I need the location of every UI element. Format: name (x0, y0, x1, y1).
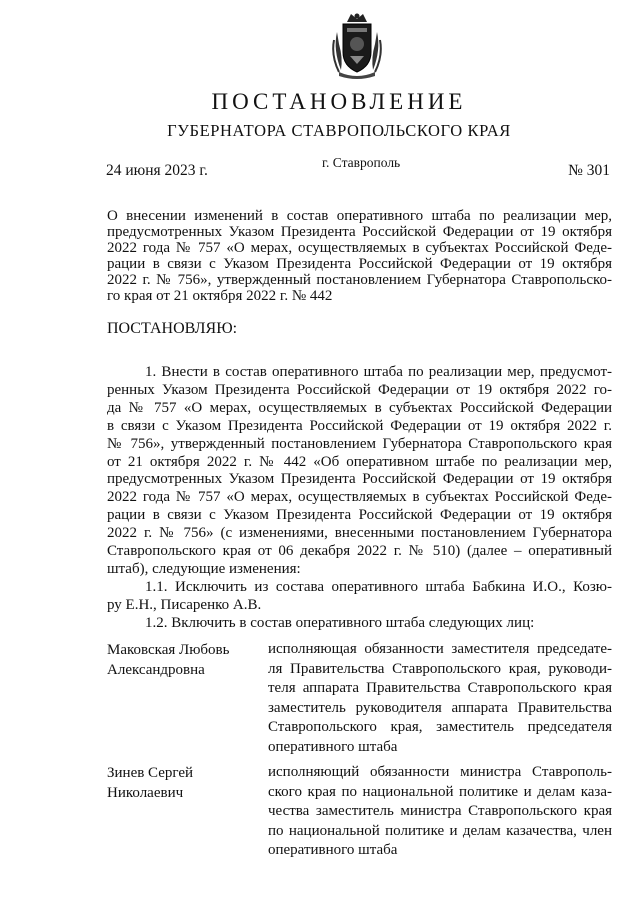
document-date: 24 июня 2023 г. (106, 162, 208, 179)
person-name (107, 763, 257, 803)
coat-of-arms-emblem (331, 12, 383, 80)
role-line: оперативного штаба (268, 842, 398, 859)
body-line: 1.2. Включить в состав оперативного штаба следующих лиц: (145, 614, 535, 631)
person-name-line: Александровна (107, 662, 205, 678)
role-line: чества заместитель министра Ставропольского края (268, 803, 612, 820)
role-line: исполняющая обязанности заместителя председате- (268, 641, 612, 657)
person-role (268, 763, 612, 861)
role-line: Ставропольского края, заместитель председателя (268, 719, 612, 736)
subject-line: 2022 г. № 756», утвержденный постановлением Губернатора Ставропольско- (107, 272, 612, 288)
body-line: ру Е.Н., Писаренко А.В. (107, 596, 262, 613)
subject-line: рации в связи с Указом Президента Российской Федерации от 19 октября (107, 256, 612, 272)
role-line: по национальной политике и делам казачества, член (268, 822, 612, 839)
document-number: № 301 (568, 162, 610, 179)
body-line: 1. Внести в состав оперативного штаба по реализации мер, предусмот- (145, 364, 612, 380)
subject-block (107, 208, 612, 304)
person-name-line: Маковская Любовь (107, 642, 230, 658)
person-role (268, 640, 612, 758)
role-line: ля Правительства Ставропольского края, руководи- (268, 660, 612, 677)
role-line: заместитель руководителя аппарата Правительства (268, 699, 612, 716)
subject-line: го края от 21 октября 2022 г. № 442 (107, 288, 333, 304)
body-line: да № 757 «О мерах, осуществляемых в субъектах Российской Федерации (107, 399, 612, 416)
role-line: теля аппарата Правительства Ставропольского края (268, 680, 612, 697)
role-line: исполняющий обязанности министра Ставрополь- (268, 764, 612, 780)
decree-heading: ПОСТАНОВЛЯЮ: (107, 320, 238, 337)
body-line: 2022 г. № 756» (с изменениями, внесенными постановлением Губернатора (107, 525, 612, 542)
person-name-line: Зинев Сергей (107, 765, 194, 781)
person-name (107, 640, 257, 680)
subject-line: предусмотренных Указом Президента Российской Федерации от 19 октября (107, 224, 612, 240)
body-line: № 756», утвержденный постановлением Губернатора Ставропольского края (107, 435, 612, 452)
document-subtitle: ГУБЕРНАТОРА СТАВРОПОЛЬСКОГО КРАЯ (167, 121, 511, 140)
body-text (107, 364, 612, 633)
subject-line: О внесении изменений в состав оперативного штаба по реализации мер, (107, 208, 612, 224)
body-line: Ставропольского края от 06 декабря 2022 г. № 510) (далее – оперативный (107, 543, 612, 560)
body-line: рации в связи с Указом Президента Российской Федерации от 19 октября (107, 507, 612, 524)
body-line: ренных Указом Президента Российской Федерации от 19 октября 2022 го- (107, 381, 612, 398)
body-line: 2022 года № 757 «О мерах, осуществляемых в субъектах Российской Феде- (107, 489, 612, 506)
role-line: оперативного штаба (268, 738, 398, 755)
document-city: г. Ставрополь (322, 155, 401, 170)
subject-line: 2022 года № 757 «О мерах, осуществляемых в субъектах Российской Феде- (107, 240, 612, 256)
body-line: предусмотренных Указом Президента Российской Федерации от 19 октября (107, 471, 612, 488)
role-line: ского края по национальной политике и делам каза- (268, 783, 612, 800)
body-line: от 21 октября 2022 г. № 442 «Об оперативном штабе по реализации мер, (107, 453, 612, 470)
body-line: в связи с Указом Президента Российской Федерации от 19 октября 2022 г. (107, 417, 612, 434)
body-line: 1.1. Исключить из состава оперативного штаба Бабкина И.О., Козю- (145, 578, 612, 595)
document-title: ПОСТАНОВЛЕНИЕ (211, 89, 467, 114)
body-line: штаб), следующие изменения: (107, 560, 301, 577)
person-name-line: Николаевич (107, 785, 184, 801)
